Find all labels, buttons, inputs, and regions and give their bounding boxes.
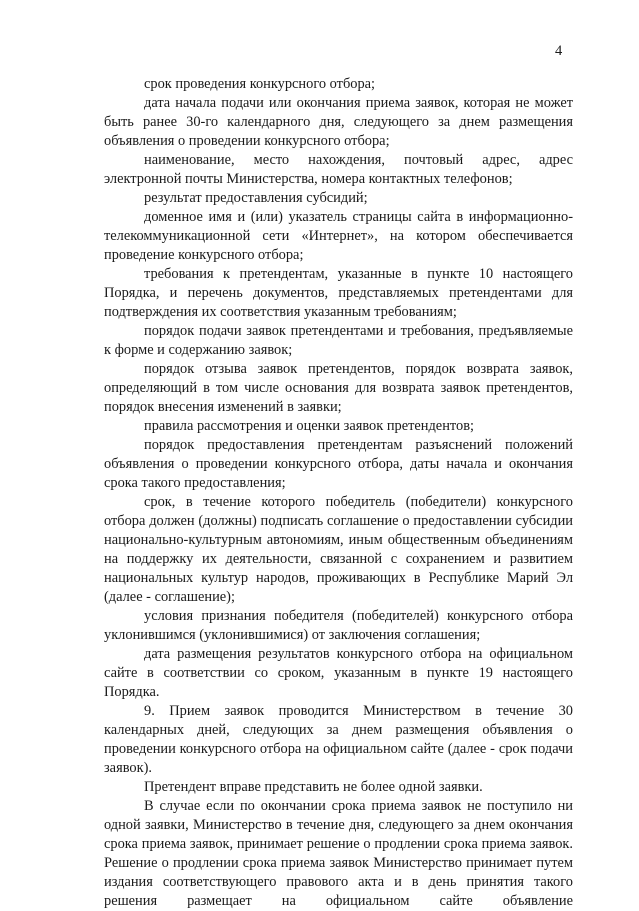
paragraph: правила рассмотрения и оценки заявок претендентов; xyxy=(144,418,474,434)
paragraph: порядок подачи заявок претендентами и требования, предъявляемые к форме и содержанию заявок; xyxy=(104,323,573,358)
paragraph: порядок предоставления претендентам разъяснений положений объявления о проведении конкурсного отбора, даты начала и окончания срока такого предоставления; xyxy=(104,437,573,491)
paragraph: порядок отзыва заявок претендентов, порядок возврата заявок, определяющий в том числе основания для возврата заявок претендентов, порядок внесения изменений в заявки; xyxy=(104,361,573,415)
paragraph: В случае если по окончании срока приема заявок не поступило ни одной заявки, Министерство в течение дня, следующего за днем окончания срока приема заявок, принимает решение о продлении срока приема заявок. Решение о продлении срока приема заявок Министерство принимает путем издания соответствующего правового акта и в день принятия такого решения размещает на официальном сайте объявление xyxy=(104,798,573,909)
paragraph: результат предоставления субсидий; xyxy=(144,190,368,206)
paragraph: дата начала подачи или окончания приема заявок, которая не может быть ранее 30-го календарного дня, следующего за днем размещения объявления о проведении конкурсного отбора; xyxy=(104,95,573,149)
paragraph: Претендент вправе представить не более одной заявки. xyxy=(144,779,483,795)
paragraph: срок проведения конкурсного отбора; xyxy=(144,76,376,92)
paragraph: 9. Прием заявок проводится Министерством в течение 30 календарных дней, следующих за днем размещения объявления о проведении конкурсного отбора на официальном сайте (далее - срок подачи заявок). xyxy=(104,703,573,776)
paragraph: доменное имя и (или) указатель страницы сайта в информационно-телекоммуникационной сети «Интернет», на котором обеспечивается проведение конкурсного отбора; xyxy=(104,209,573,263)
paragraph: требования к претендентам, указанные в пункте 10 настоящего Порядка, и перечень документов, представляемых претендентами для подтверждения их соответствия указанным требованиям; xyxy=(104,266,573,320)
page-number: 4 xyxy=(555,43,563,59)
paragraph: срок, в течение которого победитель (победители) конкурсного отбора должен (должны) подписать соглашение о предоставлении субсидии национально-культурным автономиям, иным общественным объединениям на поддержку их деятельности, связанной с сохранением и развитием национальных культур народов, проживающих в Республике Марий Эл (далее - соглашение); xyxy=(104,494,573,605)
paragraph: наименование, место нахождения, почтовый адрес, адрес электронной почты Министерства, номера контактных телефонов; xyxy=(104,152,573,187)
paragraph: дата размещения результатов конкурсного отбора на официальном сайте в соответствии со сроком, указанным в пункте 19 настоящего Порядка. xyxy=(104,646,573,700)
document-body xyxy=(104,75,573,911)
paragraph: условия признания победителя (победителей) конкурсного отбора уклонившимся (уклонившимися) от заключения соглашения; xyxy=(104,608,573,643)
